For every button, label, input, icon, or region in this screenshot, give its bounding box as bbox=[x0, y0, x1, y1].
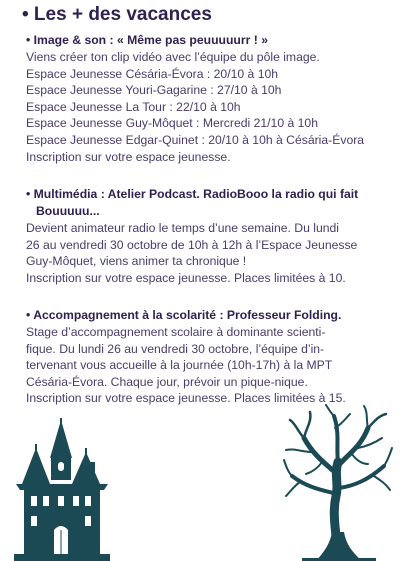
haunted-house-icon bbox=[14, 418, 110, 561]
section-image-son bbox=[26, 32, 396, 165]
section-title: • Image & son : « Même pas peuuuuurr ! » bbox=[26, 33, 268, 47]
spooky-tree-icon bbox=[282, 404, 394, 561]
section-line: Espace Jeunesse Césária-Évora : 20/10 à 10h bbox=[26, 66, 279, 81]
section-line: Espace Jeunesse Edgar-Quinet : 20/10 à 10h à Césária-Évora bbox=[26, 132, 365, 147]
section-title-line: Bouuuuu... bbox=[36, 204, 100, 218]
section-line: Stage d’accompagnement scolaire à dominante scienti- bbox=[26, 325, 326, 339]
section-line: fique. Du lundi 26 au vendredi 30 octobre, l’équipe d’in- bbox=[26, 341, 325, 356]
section-line: Espace Jeunesse Youri-Gagarine : 27/10 à 10h bbox=[26, 83, 282, 98]
section-line: Espace Jeunesse Guy-Môquet : Mercredi 21/10 à 10h bbox=[26, 116, 318, 131]
section-line: Viens créer ton clip vidéo avec l’équipe du pôle image. bbox=[26, 50, 320, 64]
section-title bbox=[26, 186, 396, 220]
section-title: • Accompagnement à la scolarité : Professeur Folding. bbox=[26, 308, 342, 322]
section-line: Devient animateur radio le temps d’une semaine. Du lundi bbox=[26, 221, 339, 235]
section-line: Espace Jeunesse La Tour : 22/10 à 10h bbox=[26, 99, 241, 114]
section-line: Césária-Évora. Chaque jour, prévoir un pique-nique. bbox=[26, 374, 308, 389]
section-line: Inscription sur votre espace jeunesse. Places limitées à 15. bbox=[26, 391, 346, 406]
page-heading: • Les + des vacances bbox=[22, 4, 212, 25]
section-line: Inscription sur votre espace jeunesse. Places limitées à 10. bbox=[26, 270, 346, 285]
section-title-line: • Multimédia : Atelier Podcast. RadioBooo la radio qui fait bbox=[26, 187, 359, 201]
section-accompagnement bbox=[26, 307, 396, 407]
section-line: tervenant vous accueille à la journée (10h-17h) à la MPT bbox=[26, 358, 333, 373]
section-multimedia bbox=[26, 186, 396, 286]
section-line: 26 au vendredi 30 octobre de 10h à 12h à l’Espace Jeunesse bbox=[26, 237, 358, 252]
section-line: Guy-Môquet, viens animer ta chronique ! bbox=[26, 254, 247, 269]
section-line: Inscription sur votre espace jeunesse. bbox=[26, 149, 231, 164]
